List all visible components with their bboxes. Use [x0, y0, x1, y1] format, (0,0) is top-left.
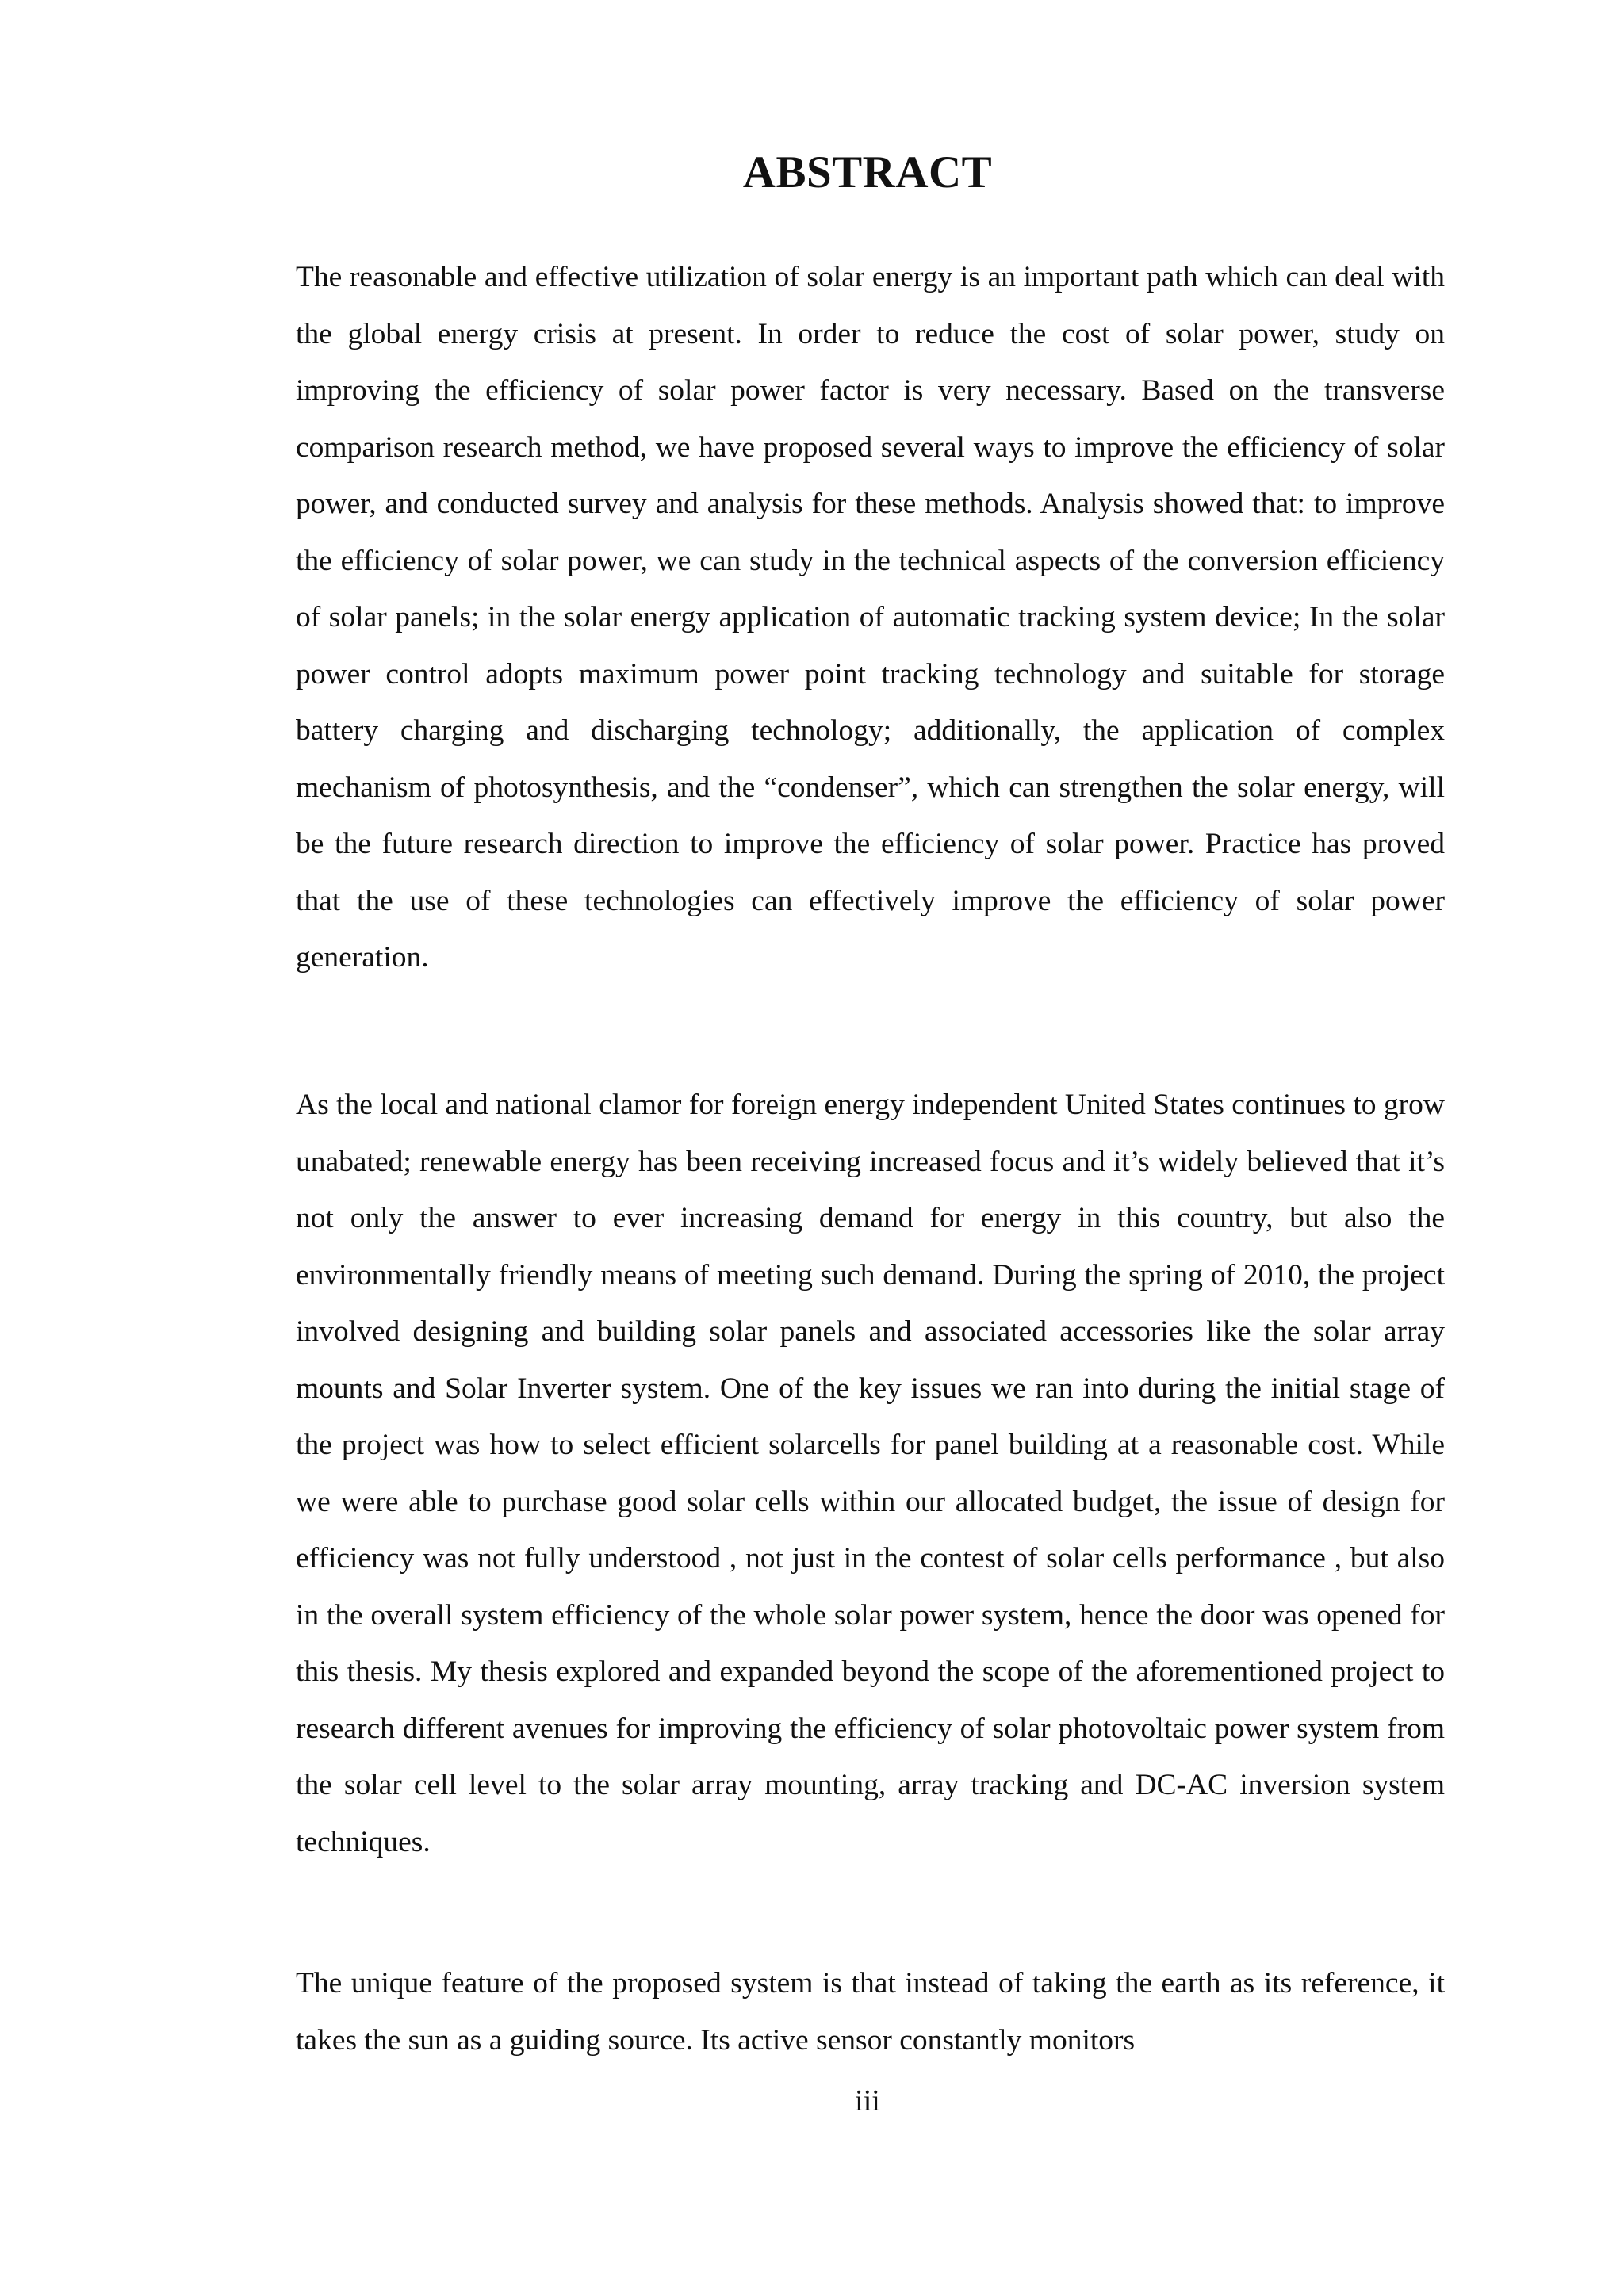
page-number: iii [855, 2084, 880, 2118]
paragraph-text: As the local and national clamor for foreign energy independent United States continues to grow unabated; renewable energy has been receiving increased focus and it’s widely believed that it’s not only the answer to ever increasing demand for energy in this country, but also the environmentally friendly means of meeting such demand. During the spring of 2010, the project involved designing and building solar panels and associated accessories like the solar array mounts and Solar Inverter system. One of the key issues we ran into during the initial stage of the project was how to select efficient solarcells for panel building at a reasonable cost. While we were able to purchase good solar cells within our allocated budget, the issue of design for efficiency was not fully understood , not just in the contest of solar cells performance , but also in the overall system efficiency of the whole solar power system, hence the door was opened for this thesis. My thesis explored and expanded beyond the scope of the aforementioned project to research different avenues for improving the efficiency of solar photovoltaic power system from the solar cell level to the solar array mounting, array tracking and DC-AC inversion system techniques. [296, 1089, 1445, 1858]
abstract-paragraph-3 [296, 1955, 1445, 2068]
paragraph-text: The reasonable and effective utilization of solar energy is an important path which can deal with the global energy crisis at present. In order to reduce the cost of solar power, study on improving the efficiency of solar power factor is very necessary. Based on the transverse comparison research method, we have proposed several ways to improve the efficiency of solar power, and conducted survey and analysis for these methods. Analysis showed that: to improve the efficiency of solar power, we can study in the technical aspects of the conversion efficiency of solar panels; in the solar energy application of automatic tracking system device; In the solar power control adopts maximum power point tracking technology and suitable for storage battery charging and discharging technology; additionally, the application of complex mechanism of photosynthesis, and the “condenser”, which can strengthen the solar energy, will be the future research direction to improve the efficiency of solar power. Practice has proved that the use of these technologies can effectively improve the efficiency of solar power generation. [296, 261, 1445, 974]
abstract-title: ABSTRACT [742, 147, 993, 198]
paragraph-text: The unique feature of the proposed system is that instead of taking the earth as its reference, it takes the sun as a guiding source. Its active sensor constantly monitors [296, 1967, 1445, 2057]
abstract-paragraph-2 [296, 1077, 1445, 1870]
abstract-paragraph-1 [296, 249, 1445, 986]
